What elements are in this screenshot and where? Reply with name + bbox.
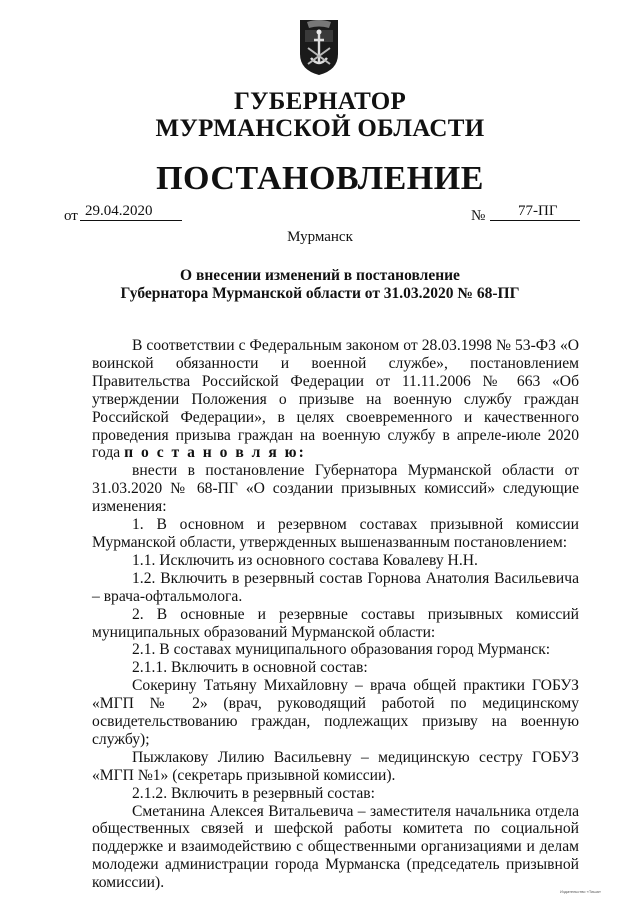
- document-title-line1: О внесении изменений в постановление: [180, 267, 460, 284]
- preamble-text: В соответствии с Федеральным законом от 28.03.1998 № 53-ФЗ «О воинской обязанности и военной службе», постановлением Правительства Российской Федерации от 11.11.2006 № 663 «Об утверждении Положения о призыве на военную службу граждан Российской Федерации», в целях своевременного и качественного проведения призыва граждан на военную службу в апреле-июле 2020 года: [92, 337, 579, 462]
- coat-of-arms-icon: [297, 18, 341, 76]
- city-name: Мурманск: [287, 229, 353, 245]
- paragraph: 2. В основные и резервные составы призывных комиссий муниципальных образований Мурманской области:: [92, 605, 579, 641]
- paragraph: 1.2. Включить в резервный состав Горнова Анатолия Васильевича – врача-офтальмолога.: [92, 569, 579, 605]
- date-underline: [80, 220, 182, 221]
- paragraph: 2.1.2. Включить в резервный состав:: [132, 784, 375, 802]
- paragraph: Сокерину Татьяну Михайловну – врача общей практики ГОБУЗ «МГП № 2» (врач, руководящий работой по медицинскому освидетельствованию граждан, подлежащих призыву на военную службу);: [92, 677, 579, 748]
- document-number: 77-ПГ: [518, 203, 558, 219]
- paragraph: Сметанина Алексея Витальевича – заместителя начальника отдела общественных связей и шефской работы комитета по социальной поддержке и взаимодействию с общественными организациями и делам молодежи администрации города Мурманска (председатель призывной комиссии).: [92, 802, 579, 892]
- paragraph: Пыжлакову Лилию Васильевну – медицинскую сестру ГОБУЗ «МГП №1» (секретарь призывной комиссии).: [92, 748, 579, 784]
- date-label: от: [64, 208, 78, 224]
- paragraph: 1.1. Исключить из основного состава Ковалеву Н.Н.: [132, 551, 478, 569]
- paragraph: внести в постановление Губернатора Мурманской области от 31.03.2020 № 68-ПГ «О создании призывных комиссий» следующие изменения:: [92, 462, 579, 516]
- region-title: МУРМАНСКОЙ ОБЛАСТИ: [155, 115, 485, 142]
- document-date: 29.04.2020: [85, 203, 153, 219]
- paragraph: 2.1.1. Включить в основной состав:: [132, 659, 368, 677]
- document-body: [92, 337, 579, 892]
- paragraph: 2.1. В составах муниципального образования город Мурманск:: [132, 641, 551, 659]
- preamble-paragraph: [92, 337, 579, 462]
- publisher-stamp: Издательство «Тиша»: [560, 889, 602, 894]
- resolution-keyword: п о с т а н о в л я ю:: [124, 444, 306, 462]
- document-title-line2: Губернатора Мурманской области от 31.03.2020 № 68-ПГ: [120, 285, 520, 302]
- paragraph: 1. В основном и резервном составах призывной комиссии Мурманской области, утвержденных вышеназванным постановлением:: [92, 516, 579, 551]
- number-underline: [490, 220, 580, 221]
- document-title: [60, 267, 580, 303]
- governor-title: ГУБЕРНАТОР: [233, 88, 407, 115]
- number-label: №: [471, 208, 486, 224]
- document-type: ПОСТАНОВЛЕНИЕ: [156, 160, 484, 197]
